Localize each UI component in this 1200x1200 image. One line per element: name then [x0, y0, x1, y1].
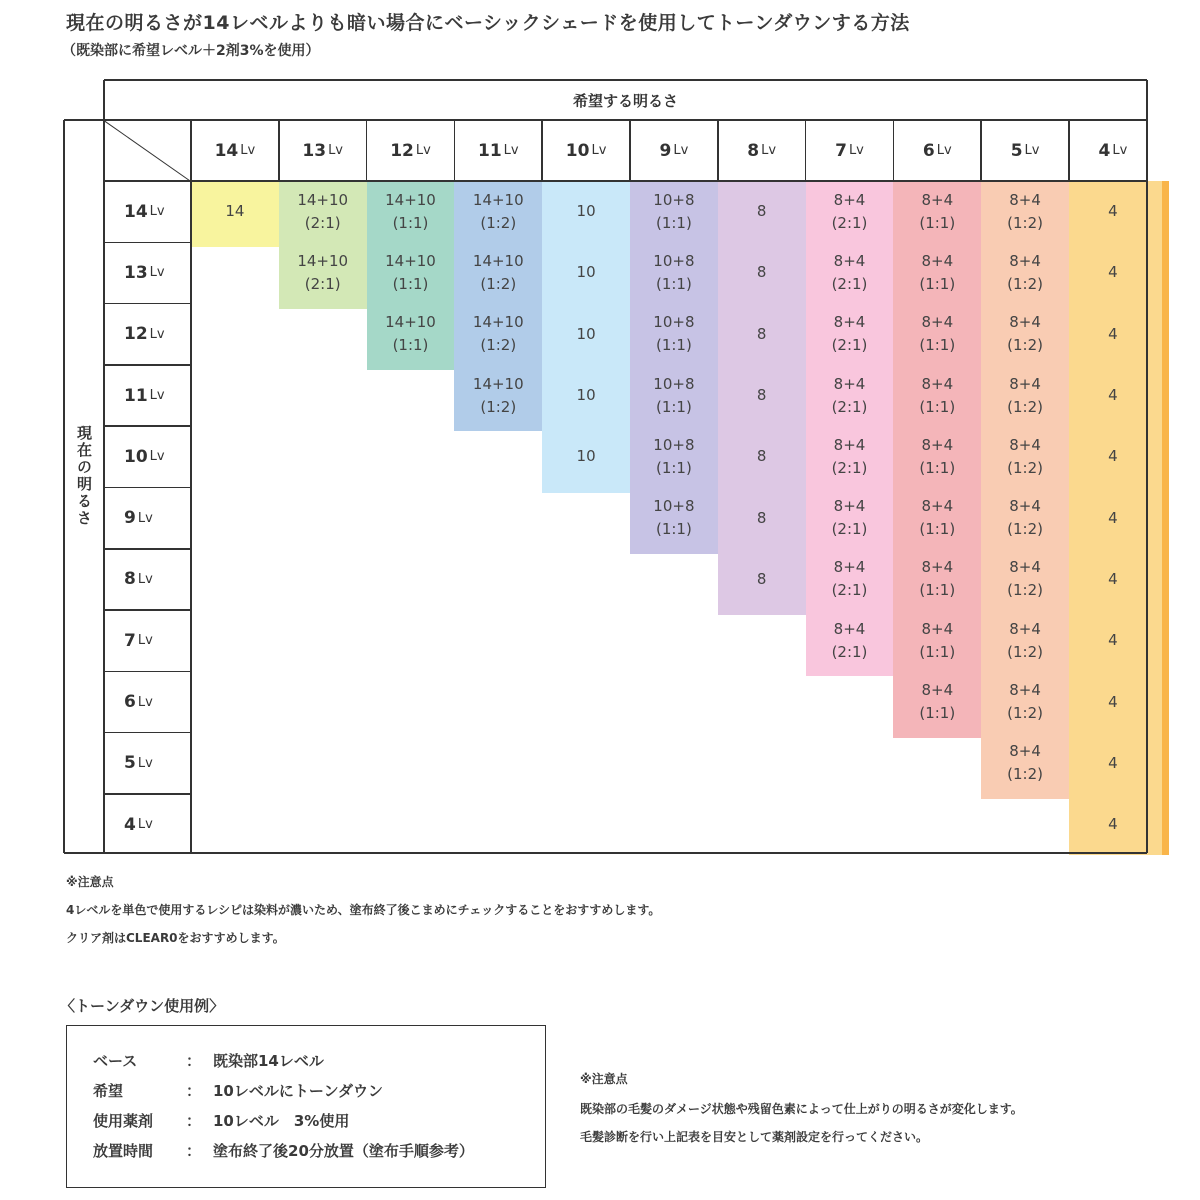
recipe-mix: 14+10 — [472, 313, 524, 332]
recipe-mix: 8+4 — [1009, 251, 1041, 270]
level-number: 11 — [124, 385, 148, 406]
level-number: 8 — [747, 140, 760, 161]
recipe-ratio: (1:2) — [1007, 336, 1044, 355]
example-colon: ： — [186, 1112, 202, 1130]
recipe-cell — [893, 671, 981, 732]
grid-line — [190, 120, 192, 853]
recipe-ratio: (2:1) — [304, 274, 341, 293]
recipe-mix: 8 — [756, 386, 767, 405]
recipe-cell — [718, 365, 806, 426]
recipe-ratio: (1:2) — [480, 336, 517, 355]
recipe-cell — [893, 610, 981, 671]
current-brightness-label: 現在の明るさ — [75, 425, 93, 527]
level-unit: Lv — [149, 388, 165, 404]
recipe-ratio: (1:1) — [655, 458, 692, 477]
recipe-ratio: (1:1) — [655, 213, 692, 232]
level-unit: Lv — [137, 510, 153, 526]
level-unit: Lv — [137, 755, 153, 771]
recipe-mix: 14+10 — [297, 190, 349, 209]
recipe-cell — [542, 242, 630, 303]
recipe-cell — [542, 181, 630, 242]
grid-line — [454, 120, 456, 181]
recipe-cell — [806, 365, 894, 426]
recipe-mix: 14+10 — [385, 251, 436, 270]
example-label: ベース — [93, 1052, 138, 1070]
recipe-cell — [806, 426, 894, 487]
recipe-mix: 8 — [756, 569, 767, 588]
recipe-ratio: (1:1) — [392, 213, 429, 232]
recipe-mix: 14+10 — [385, 190, 436, 209]
recipe-cell — [806, 488, 894, 549]
grid-line — [103, 80, 105, 853]
recipe-mix: 8 — [756, 508, 767, 527]
level-number: 9 — [124, 508, 136, 529]
level-number: 12 — [390, 140, 414, 161]
recipe-cell — [191, 181, 279, 242]
recipe-cell — [1069, 242, 1157, 303]
current-level-header — [104, 181, 191, 242]
level-number: 11 — [477, 140, 502, 161]
level-number: 7 — [124, 630, 136, 651]
grid-line — [104, 793, 191, 795]
recipe-mix: 10 — [576, 202, 596, 221]
recipe-cell — [718, 426, 806, 487]
example-label: 放置時間 — [93, 1142, 154, 1160]
recipe-mix: 8+4 — [1009, 619, 1041, 638]
recipe-mix: 8+4 — [833, 190, 866, 209]
recipe-cell — [981, 671, 1069, 732]
recipe-ratio: (1:1) — [919, 213, 956, 232]
recipe-cell — [279, 242, 367, 303]
recipe-mix: 8+4 — [921, 374, 954, 393]
desired-brightness-label: 希望する明るさ — [572, 91, 678, 110]
recipe-mix: 10 — [576, 386, 596, 405]
recipe-ratio: (1:1) — [655, 336, 692, 355]
grid-line — [104, 180, 1147, 182]
recipe-ratio: (1:1) — [655, 274, 692, 293]
recipe-cell — [718, 304, 806, 365]
level-number: 5 — [124, 753, 136, 774]
recipe-mix: 8+4 — [1009, 681, 1041, 700]
level-unit: Lv — [415, 143, 431, 158]
level-unit: Lv — [137, 694, 153, 710]
recipe-mix: 8+4 — [921, 313, 954, 332]
current-level-header — [104, 242, 191, 303]
desired-level-header — [191, 120, 279, 181]
recipe-cell — [718, 181, 806, 242]
recipe-cell — [630, 365, 718, 426]
grid-line — [541, 120, 543, 181]
recipe-ratio: (1:1) — [392, 274, 429, 293]
grid-line — [104, 487, 191, 489]
grid-line — [104, 303, 191, 305]
recipe-mix: 8+4 — [1009, 742, 1041, 761]
desired-level-header — [279, 120, 367, 181]
recipe-cell — [981, 365, 1069, 426]
recipe-ratio: (2:1) — [831, 397, 868, 416]
recipe-mix: 8+4 — [833, 558, 866, 577]
level-unit: Lv — [137, 633, 153, 649]
recipe-cell — [454, 242, 542, 303]
recipe-cell — [1069, 671, 1157, 732]
recipe-mix: 8 — [756, 202, 767, 221]
level-unit: Lv — [137, 817, 153, 833]
recipe-ratio: (1:2) — [480, 397, 517, 416]
level-number: 10 — [565, 140, 590, 161]
recipe-ratio: (1:1) — [919, 458, 956, 477]
example-colon: ： — [186, 1052, 202, 1070]
recipe-cell — [630, 426, 718, 487]
recipe-cell — [981, 304, 1069, 365]
recipe-cell — [981, 549, 1069, 610]
recipe-mix: 8+4 — [921, 190, 954, 209]
recipe-mix: 10+8 — [653, 190, 695, 209]
recipe-mix: 8+4 — [1009, 558, 1041, 577]
desired-level-header — [718, 120, 806, 181]
recipe-ratio: (2:1) — [831, 458, 868, 477]
recipe-mix: 14 — [225, 202, 245, 221]
recipe-cell — [454, 365, 542, 426]
recipe-ratio: (2:1) — [831, 581, 868, 600]
note-line-2: クリア剤はCLEAR0をおすすめします。 — [66, 931, 285, 945]
recipe-cell — [454, 304, 542, 365]
grid-line — [64, 852, 1147, 854]
recipe-mix: 8+4 — [1009, 374, 1041, 393]
grid-line — [278, 120, 280, 181]
recipe-mix: 8+4 — [921, 619, 954, 638]
recipe-mix: 4 — [1108, 508, 1118, 527]
example-label: 使用薬剤 — [93, 1112, 154, 1130]
level-number: 12 — [124, 324, 148, 345]
recipe-ratio: (1:1) — [655, 397, 692, 416]
recipe-mix: 8+4 — [1009, 435, 1041, 454]
recipe-cell — [542, 426, 630, 487]
recipe-cell — [893, 304, 981, 365]
level-unit: Lv — [149, 326, 165, 342]
example-colon: ： — [186, 1142, 202, 1160]
level-unit: Lv — [936, 143, 952, 158]
corner-diagonal — [103, 120, 191, 182]
note2-heading: ※注意点 — [580, 1072, 628, 1086]
recipe-cell — [806, 181, 894, 242]
level-unit: Lv — [1112, 143, 1128, 158]
recipe-mix: 10 — [576, 324, 596, 343]
recipe-cell — [1069, 794, 1157, 855]
recipe-mix: 4 — [1108, 569, 1118, 588]
grid-line — [64, 119, 1147, 121]
recipe-cell — [718, 549, 806, 610]
recipe-cell — [806, 549, 894, 610]
recipe-cell — [454, 181, 542, 242]
recipe-mix: 4 — [1108, 631, 1118, 650]
recipe-mix: 8+4 — [921, 497, 954, 516]
recipe-ratio: (2:1) — [831, 274, 868, 293]
recipe-mix: 8+4 — [833, 619, 866, 638]
page-subtitle: （既染部に希望レベル＋2剤3%を使用） — [62, 43, 320, 59]
example-value: 10レベルにトーンダウン — [213, 1082, 383, 1100]
recipe-mix: 8+4 — [921, 251, 954, 270]
level-number: 7 — [835, 140, 847, 161]
level-number: 6 — [922, 140, 935, 161]
grid-line — [805, 120, 807, 181]
grid-line — [717, 120, 719, 181]
current-level-header — [104, 671, 191, 732]
recipe-mix: 8+4 — [833, 497, 866, 516]
recipe-mix: 14+10 — [472, 374, 524, 393]
current-level-header — [104, 304, 191, 365]
level-unit: Lv — [1024, 143, 1040, 158]
recipe-ratio: (1:2) — [1007, 765, 1044, 784]
recipe-ratio: (2:1) — [831, 520, 868, 539]
recipe-mix: 10 — [576, 263, 596, 282]
recipe-mix: 10+8 — [653, 374, 695, 393]
recipe-mix: 4 — [1108, 753, 1118, 772]
grid-line — [629, 120, 631, 181]
level-unit: Lv — [848, 143, 864, 158]
grid-line — [104, 548, 191, 550]
recipe-cell — [806, 242, 894, 303]
grid-line — [893, 120, 895, 181]
recipe-mix: 8+4 — [921, 681, 954, 700]
level-number: 9 — [659, 140, 672, 161]
recipe-ratio: (2:1) — [304, 213, 341, 232]
recipe-cell — [1069, 549, 1157, 610]
grid-line — [980, 120, 982, 181]
level-unit: Lv — [328, 143, 343, 158]
desired-level-header — [630, 120, 718, 181]
grid-line — [104, 242, 191, 244]
recipe-cell — [893, 242, 981, 303]
note-heading: ※注意点 — [66, 875, 114, 889]
recipe-cell — [367, 181, 455, 242]
level-number: 8 — [124, 569, 136, 590]
recipe-cell — [893, 488, 981, 549]
recipe-cell — [630, 304, 718, 365]
page-title: 現在の明るさが14レベルよりも暗い場合にベーシックシェードを使用してトーンダウンする方法 — [66, 12, 910, 34]
example-value: 既染部14レベル — [213, 1052, 324, 1070]
grid-line — [1068, 120, 1070, 181]
recipe-ratio: (1:1) — [919, 336, 956, 355]
example-value: 塗布終了後20分放置（塗布手順参考） — [213, 1142, 474, 1160]
level-number: 4 — [1098, 140, 1111, 161]
recipe-cell — [893, 181, 981, 242]
current-level-header — [104, 610, 191, 671]
note-line-1: 4レベルを単色で使用するレシピは染料が濃いため、塗布終了後こまめにチェックすることをおすすめします。 — [66, 903, 661, 917]
recipe-cell — [630, 242, 718, 303]
level-unit: Lv — [240, 143, 256, 158]
current-level-header — [104, 488, 191, 549]
recipe-cell — [279, 181, 367, 242]
grid-line — [104, 364, 191, 366]
recipe-cell — [718, 488, 806, 549]
recipe-cell — [981, 733, 1069, 794]
recipe-ratio: (1:1) — [655, 520, 692, 539]
recipe-cell — [981, 426, 1069, 487]
desired-level-header — [981, 120, 1069, 181]
recipe-cell — [630, 488, 718, 549]
recipe-ratio: (1:1) — [919, 520, 956, 539]
grid-line — [104, 609, 191, 611]
recipe-cell — [1069, 488, 1157, 549]
grid-line — [104, 671, 191, 673]
grid-line — [104, 732, 191, 734]
recipe-mix: 10+8 — [653, 497, 695, 516]
recipe-cell — [806, 610, 894, 671]
recipe-cell — [893, 549, 981, 610]
current-level-header — [104, 365, 191, 426]
recipe-mix: 10+8 — [653, 251, 695, 270]
recipe-cell — [981, 181, 1069, 242]
recipe-ratio: (1:2) — [1007, 274, 1044, 293]
recipe-ratio: (1:1) — [919, 274, 956, 293]
current-level-header — [104, 733, 191, 794]
recipe-ratio: (2:1) — [831, 642, 868, 661]
level-unit: Lv — [761, 143, 777, 158]
desired-level-header — [1069, 120, 1157, 181]
recipe-cell — [367, 242, 455, 303]
grid-line — [1146, 80, 1148, 853]
desired-level-header — [806, 120, 894, 181]
example-colon: ： — [186, 1082, 202, 1100]
recipe-mix: 4 — [1108, 692, 1118, 711]
recipe-mix: 8 — [756, 324, 767, 343]
level-number: 13 — [302, 140, 327, 161]
recipe-mix: 4 — [1108, 815, 1118, 834]
recipe-ratio: (1:2) — [1007, 704, 1044, 723]
recipe-cell — [1069, 733, 1157, 794]
recipe-cell — [367, 304, 455, 365]
recipe-cell — [806, 304, 894, 365]
note2-line-1: 既染部の毛髪のダメージ状態や残留色素によって仕上がりの明るさが変化します。 — [580, 1102, 1023, 1116]
recipe-mix: 4 — [1108, 447, 1118, 466]
recipe-mix: 10+8 — [653, 313, 695, 332]
grid-line — [104, 425, 191, 427]
recipe-mix: 8+4 — [1009, 190, 1041, 209]
recipe-cell — [542, 365, 630, 426]
recipe-cell — [630, 181, 718, 242]
recipe-ratio: (1:1) — [919, 581, 956, 600]
current-level-header — [104, 426, 191, 487]
level-number: 5 — [1010, 140, 1023, 161]
recipe-mix: 14+10 — [385, 313, 436, 332]
recipe-ratio: (1:2) — [1007, 213, 1044, 232]
level-unit: Lv — [149, 265, 165, 281]
recipe-cell — [718, 242, 806, 303]
recipe-mix: 8+4 — [833, 251, 866, 270]
recipe-mix: 4 — [1108, 263, 1118, 282]
recipe-ratio: (1:2) — [480, 213, 517, 232]
recipe-cell — [893, 365, 981, 426]
recipe-cell — [1069, 181, 1157, 242]
recipe-cell — [1069, 365, 1157, 426]
example-title: 〈トーンダウン使用例〉 — [60, 997, 225, 1015]
level-unit: Lv — [673, 143, 689, 158]
recipe-mix: 8 — [756, 447, 767, 466]
note2-line-2: 毛髪診断を行い上記表を目安として薬剤設定を行ってください。 — [580, 1130, 929, 1144]
recipe-mix: 4 — [1108, 386, 1118, 405]
example-value: 10レベル 3%使用 — [213, 1112, 350, 1130]
level-unit: Lv — [149, 204, 165, 220]
recipe-mix: 4 — [1108, 202, 1118, 221]
example-label: 希望 — [93, 1082, 124, 1100]
current-level-header — [104, 549, 191, 610]
recipe-cell — [893, 426, 981, 487]
recipe-mix: 14+10 — [297, 251, 349, 270]
recipe-cell — [981, 610, 1069, 671]
level-unit: Lv — [149, 449, 165, 465]
recipe-mix: 8+4 — [833, 313, 866, 332]
level-number: 4 — [124, 814, 136, 835]
level-unit: Lv — [591, 143, 607, 158]
recipe-ratio: (1:2) — [1007, 581, 1044, 600]
recipe-cell — [542, 304, 630, 365]
recipe-ratio: (1:1) — [919, 397, 956, 416]
level-number: 14 — [124, 201, 148, 222]
recipe-cell — [981, 242, 1069, 303]
desired-level-header — [454, 120, 542, 181]
recipe-ratio: (1:2) — [1007, 458, 1044, 477]
recipe-ratio: (2:1) — [831, 336, 868, 355]
level-unit: Lv — [503, 143, 519, 158]
recipe-ratio: (1:1) — [919, 642, 956, 661]
recipe-mix: 10 — [576, 447, 596, 466]
level-number: 13 — [124, 262, 148, 283]
recipe-cell — [981, 488, 1069, 549]
level-unit: Lv — [137, 571, 153, 587]
grid-line — [63, 120, 65, 853]
desired-level-header — [542, 120, 630, 181]
desired-level-header — [893, 120, 981, 181]
level-number: 10 — [124, 446, 148, 467]
recipe-ratio: (1:1) — [392, 336, 429, 355]
recipe-ratio: (1:2) — [1007, 397, 1044, 416]
level-number: 14 — [214, 140, 239, 161]
recipe-mix: 14+10 — [472, 190, 524, 209]
recipe-mix: 8+4 — [1009, 497, 1041, 516]
recipe-ratio: (1:2) — [1007, 642, 1044, 661]
grid-line — [366, 120, 368, 181]
grid-line — [104, 79, 1147, 81]
recipe-ratio: (2:1) — [831, 213, 868, 232]
desired-level-header — [367, 120, 455, 181]
current-level-header — [104, 794, 191, 855]
level-number: 6 — [124, 692, 136, 713]
recipe-cell — [1069, 304, 1157, 365]
recipe-mix: 14+10 — [472, 251, 524, 270]
recipe-ratio: (1:2) — [1007, 520, 1044, 539]
recipe-mix: 8+4 — [833, 435, 866, 454]
recipe-mix: 8+4 — [833, 374, 866, 393]
recipe-mix: 8+4 — [921, 558, 954, 577]
recipe-ratio: (1:1) — [919, 704, 956, 723]
recipe-mix: 4 — [1108, 324, 1118, 343]
recipe-ratio: (1:2) — [480, 274, 517, 293]
recipe-cell — [1069, 426, 1157, 487]
recipe-mix: 10+8 — [653, 435, 695, 454]
recipe-cell — [1069, 610, 1157, 671]
recipe-mix: 8+4 — [1009, 313, 1041, 332]
recipe-mix: 8 — [756, 263, 767, 282]
recipe-mix: 8+4 — [921, 435, 954, 454]
